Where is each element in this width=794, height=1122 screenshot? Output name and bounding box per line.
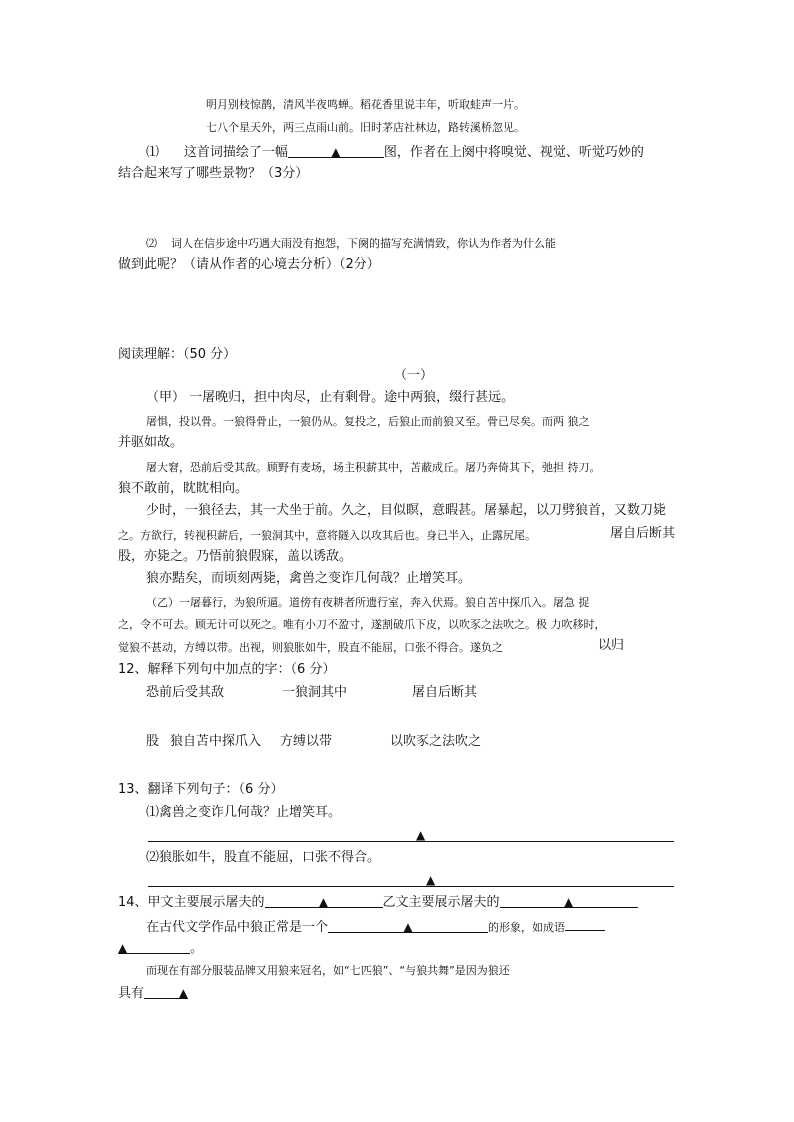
triangle-marker-icon: ▲ xyxy=(426,873,436,887)
reading-header: 阅读理解：（50 分） xyxy=(118,347,237,362)
passage-b-p2: 之，令不可去。顾无计可以死之。唯有小刀不盈寸，遂割破爪下皮，以吹豕之法吹之。极 力吹移时， xyxy=(118,618,606,631)
passage-a-p5: 狼亦黠矣，而顷刻两毙，禽兽之变诈几何哉？止增笑耳。 xyxy=(146,571,472,586)
answer-blank[interactable] xyxy=(118,939,190,954)
question-poem-1-line-2: 结合起来写了哪些景物？（3分） xyxy=(118,166,309,181)
passage-a-p4-cont-3: 股，亦毙之。乃悟前狼假寐，盖以诱敌。 xyxy=(118,549,353,564)
passage-a-p4-cont: 之。方欲行，转视积薪后，一狼洞其中，意将隧入以攻其后也。身已半入，止露尻尾。 xyxy=(118,529,536,542)
q12-item-3: 屠自后断其 xyxy=(412,685,478,700)
poem-line-1: 明月别枝惊鹊，清风半夜鸣蝉。稻花香里说丰年，听取蛙声一片。 xyxy=(206,98,525,111)
question-text: 的形象，如成语 xyxy=(488,921,566,934)
poem-line-2: 七八个星天外，两三点雨山前。旧时茅店社林边，路转溪桥忽见。 xyxy=(206,121,525,134)
question-text: 。 xyxy=(190,941,204,956)
question-poem-2-line-2: 做到此呢？（请从作者的心境去分析）（2分） xyxy=(118,257,380,272)
question-number: ⑴ xyxy=(146,145,160,160)
triangle-marker-icon: ▲ xyxy=(178,986,189,1000)
question-number: ⑵ xyxy=(146,237,157,250)
answer-line[interactable] xyxy=(148,841,674,842)
passage-a-p4-cont-2: 屠自后断其 xyxy=(610,526,676,541)
question-text: 这首词描绘了一幅 xyxy=(183,145,288,160)
q12-title: 12、解释下列句中加点的字：（6 分） xyxy=(118,662,336,677)
passage-a-p2-cont: 并驱如故。 xyxy=(118,435,184,450)
answer-blank[interactable] xyxy=(144,984,188,999)
q13-sentence-2: ⑵狼胀如牛，股直不能屈，口张不得合。 xyxy=(146,850,381,865)
triangle-marker-icon: ▲ xyxy=(416,828,426,842)
passage-b-p3-end: 以归 xyxy=(598,638,625,653)
section-number: （一） xyxy=(394,368,434,383)
passage-a-p1: （甲） 一屠晚归，担中肉尽，止有剩骨。途中两狼，缀行甚远。 xyxy=(146,390,515,405)
q14-line-4: 而现在有部分服装品牌又用狼来冠名，如“七匹狼”、“与狼共舞”是因为狼还 xyxy=(146,964,510,977)
question-text: 乙文主要展示屠夫的 xyxy=(382,895,500,910)
answer-line[interactable] xyxy=(148,886,674,887)
q13-sentence-1: ⑴禽兽之变诈几何哉？止增笑耳。 xyxy=(146,805,342,820)
q14-line-3 xyxy=(118,939,203,958)
passage-a-p4: 少时，一狼径去，其一犬坐于前。久之，目似瞑，意暇甚。屠暴起，以刀劈狼首，又数刀毙 xyxy=(146,503,667,518)
q12-item-1: 恐前后受其敌 xyxy=(146,685,225,700)
passage-a-p3: 屠大窘，恐前后受其敌。顾野有麦场，场主积薪其中，苫蔽成丘。屠乃奔倚其下，弛担 持刀。 xyxy=(146,461,601,474)
q12-item-5: 狼自苫中探爪入 xyxy=(170,734,262,749)
passage-b-p3: 觉狼不甚动，方缚以带。出视，则狼胀如牛，股直不能屈，口张不得合。遂负之 xyxy=(118,641,503,654)
answer-blank[interactable] xyxy=(288,143,384,158)
question-poem-1 xyxy=(146,143,644,162)
passage-a-p2: 屠惧，投以骨。一狼得骨止，一狼仍从。复投之，后狼止而前狼又至。骨已尽矣。而两 狼之 xyxy=(146,415,590,428)
triangle-marker-icon: ▲ xyxy=(563,895,574,909)
q14-line-1 xyxy=(118,893,638,912)
answer-blank[interactable] xyxy=(265,893,383,908)
triangle-marker-icon: ▲ xyxy=(118,941,128,955)
q13-title: 13、翻译下列句子：（6 分） xyxy=(118,782,284,797)
answer-blank[interactable] xyxy=(328,918,488,933)
question-text: 图，作者在上阕中将嗅觉、视觉、听觉巧妙的 xyxy=(383,145,644,160)
question-text: 在古代文学作品中狼正常是一个 xyxy=(146,920,329,935)
q12-item-7: 以吹豕之法吹之 xyxy=(390,734,482,749)
question-text: 具有 xyxy=(118,986,145,1001)
passage-b-p1: （乙）一屠暮行，为狼所逼。道傍有夜耕者所遗行室，奔入伏焉。狼自苫中探爪入。屠急 捉 xyxy=(146,596,590,609)
q14-line-2 xyxy=(146,916,605,937)
question-text: 14、甲文主要展示屠夫的 xyxy=(118,895,265,910)
q14-line-5 xyxy=(118,984,188,1003)
question-text: 词人在信步途中巧遇大雨没有抱怨，下阕的描写充满情致，你认为作者为什么能 xyxy=(171,237,556,250)
q12-item-4: 股 xyxy=(146,734,160,749)
question-poem-2 xyxy=(146,235,556,253)
triangle-marker-icon: ▲ xyxy=(403,920,413,934)
triangle-marker-icon: ▲ xyxy=(331,145,341,159)
answer-blank[interactable] xyxy=(500,893,638,908)
triangle-marker-icon: ▲ xyxy=(318,895,329,909)
q12-item-6: 方缚以带 xyxy=(280,734,333,749)
q12-item-2: 一狼洞其中 xyxy=(282,685,348,700)
passage-a-p3-cont: 狼不敢前，眈眈相向。 xyxy=(118,481,249,496)
answer-blank[interactable] xyxy=(565,916,605,931)
